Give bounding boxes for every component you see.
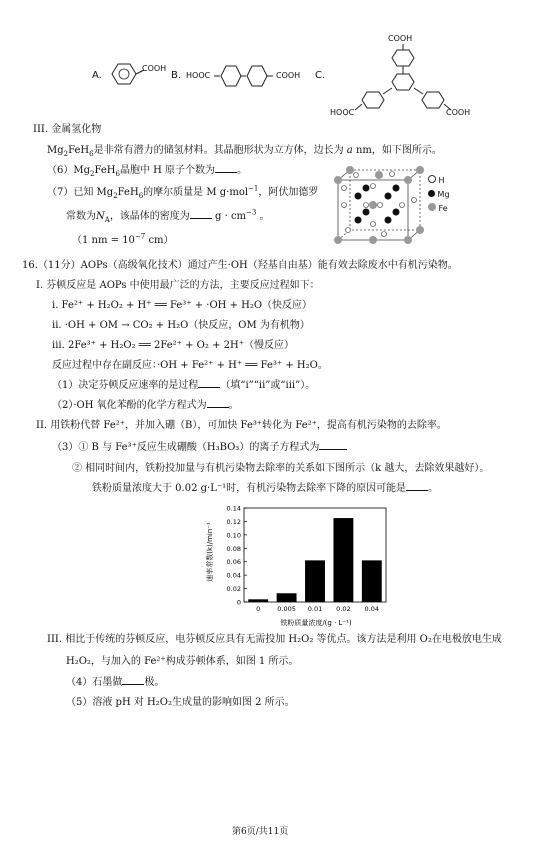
q16-part2: II. 用铁粉代替 Fe²⁺，并加入硼（B），可加快 Fe³⁺转化为 Fe²⁺，提高有机污染物的去除率。 (36, 420, 447, 431)
option-c-cooh-top: COOH (388, 34, 413, 43)
legend-fe: Fe (438, 204, 448, 213)
rate-constant-bar-chart (200, 500, 400, 628)
option-c-hooc: HOOC (330, 108, 355, 117)
option-c-label: C. (315, 70, 326, 81)
reaction-iii: iii. 2Fe³⁺ + H₂O₂ ══ 2Fe²⁺ + O₂ + 2H⁺（慢反应） (52, 340, 294, 351)
chart-x-tick-label: 0 (256, 605, 261, 613)
chart-y-tick-label: 0.14 (226, 504, 241, 513)
chart-bars (248, 518, 381, 602)
option-a-cooh: COOH (142, 64, 167, 73)
legend-h: H (438, 176, 445, 185)
chart-y-tick-label: 0.06 (226, 558, 241, 567)
chart-bar (305, 560, 325, 602)
triphenylbenzene-tricarboxylic-structure (345, 44, 465, 118)
chart-y-tick-label: 0.12 (226, 517, 241, 526)
option-b-hooc: HOOC (186, 71, 211, 80)
option-b-cooh: COOH (276, 71, 301, 80)
biphenyl-dicarboxylic-structure (214, 60, 274, 90)
chart-bar (333, 518, 353, 602)
chart-y-tick-label: 0.02 (226, 585, 241, 594)
q16-part1: I. 芬顿反应是 AOPs 中使用最广泛的方法，主要反应过程如下： (36, 280, 320, 291)
chart-y-tick-label: 0.04 (226, 571, 241, 580)
section-3-title: III. 金属氢化物 (33, 124, 102, 135)
chart-x-axis-label: 铁粉质量浓度/(g · L⁻¹) (280, 619, 352, 627)
crystal-legend (428, 174, 450, 216)
question-6: $(6)Mg_2FeH_6$晶胞中 H 原子个数为 。 (47, 165, 248, 178)
chart-y-tick-labels (227, 505, 241, 607)
chart-x-tick-label: 0.04 (364, 605, 380, 613)
side-reaction: 反应过程中存在副反应：·OH + Fe²⁺ + H⁺ ══ Fe³⁺ + H₂O。 (52, 360, 328, 371)
crystal-cell-figure (318, 158, 438, 248)
question-7-line3: （1 nm = $10^{-7}$ cm） (72, 232, 174, 246)
q6-answer-blank[interactable] (215, 164, 237, 173)
q2-answer-blank[interactable] (207, 399, 229, 408)
option-a-label: A. (92, 70, 102, 81)
question-7-line1: （7）已知 $Mg_2FeH_6$的摩尔质量是 M g·mol$^{-1}$，阿伏加德罗 (47, 184, 319, 200)
q16-part3-cont: H₂O₂，与加入的 Fe²⁺构成芬顿体系，如图 1 所示。 (66, 656, 299, 667)
chart-y-tick-label: 0.08 (226, 544, 241, 553)
q16-part3: III. 相比于传统的芬顿反应，电芬顿反应具有无需投加 H₂O₂ 等优点。该方法是利用 O₂在电极放电生成 (47, 634, 502, 645)
question-7-line2: 常数为$N_A$，该晶体的密度为 $g \cdot cm^{-3}$ 。 (66, 208, 270, 224)
question-3c: 铁粉质量浓度大于 0.02 g·L⁻¹时，有机污染物去除率下降的原因可能是 。 (92, 483, 439, 494)
page-footer: 第6页/共11页 (232, 827, 289, 837)
question-3b: ② 相同时间内，铁粉投加量与有机污染物去除率的关系如下图所示（k 越大，去除效果越好）。 (72, 463, 490, 474)
question-5: （5）溶液 pH 对 H₂O₂生成量的影响如图 2 所示。 (66, 697, 295, 708)
chart-x-tick-labels (256, 605, 379, 613)
q1-answer-blank[interactable] (198, 379, 220, 388)
question-2: （2）·OH 氧化苯酚的化学方程式为 。 (52, 400, 239, 411)
section-3-intro: $Mg_2FeH_6$是非常有潜力的储氢材料。其晶胞形状为立方体，边长为 a nm，如下图所示。 (47, 145, 442, 158)
chart-y-tick-label: 0 (236, 598, 241, 607)
q4-answer-blank[interactable] (122, 676, 144, 685)
chart-bar (362, 560, 382, 602)
chart-x-tick-label: 0.01 (307, 605, 323, 613)
option-b-label: B. (171, 70, 182, 81)
legend-mg: Mg (437, 190, 450, 199)
q3a-answer-blank[interactable] (319, 441, 347, 450)
q16-heading: 16.（11分）AOPs（高级氧化技术）通过产生·OH（羟基自由基）能有效去除废水中有机污染物。 (22, 260, 458, 271)
chart-bar (248, 599, 268, 602)
question-4: （4）石墨做 极。 (66, 677, 165, 688)
crystal-atoms (334, 166, 424, 244)
chart-y-axis-label: 速率常数(k)/min⁻¹ (206, 522, 214, 582)
benzoic-acid-structure (104, 58, 174, 88)
chart-bar (277, 593, 297, 602)
q3c-answer-blank[interactable] (406, 482, 428, 491)
question-3a: （3）① B 与 Fe³⁺反应生成硼酸（H₃BO₃）的离子方程式为 (52, 438, 347, 453)
question-1: （1）决定芬顿反应速率的是过程 （填“i”“ii”或“iii”）。 (52, 380, 316, 391)
chart-x-tick-label: 0.005 (277, 605, 296, 613)
chart-x-tick-label: 0.02 (336, 605, 351, 613)
option-c-cooh-right: COOH (446, 108, 471, 117)
q7-answer-blank[interactable] (190, 210, 212, 219)
reaction-ii: ii. ·OH + OM → CO₂ + H₂O（快反应，OM 为有机物） (52, 320, 310, 331)
chart-y-tick-label: 0.10 (226, 531, 241, 540)
reaction-i: i. Fe²⁺ + H₂O₂ + H⁺ ══ Fe³⁺ + ·OH + H₂O（快反应） (52, 300, 313, 311)
